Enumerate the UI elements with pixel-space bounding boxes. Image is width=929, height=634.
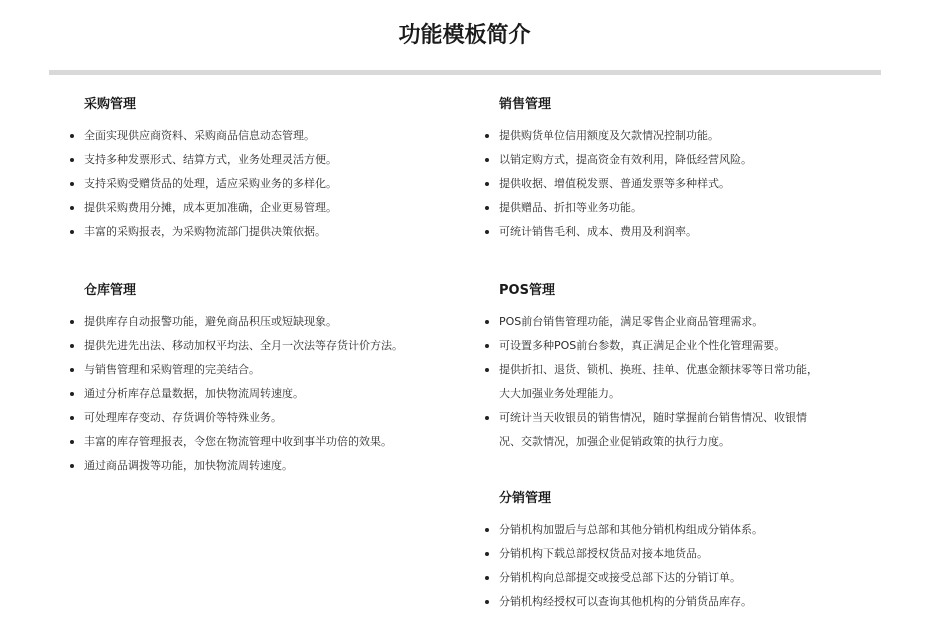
list-item: 提供收据、增值税发票、普通发票等多种样式。: [485, 172, 875, 196]
list-item-text-continued: 况、交款情况，加强企业促销政策的执行力度。: [499, 435, 730, 448]
feature-list: [70, 124, 460, 244]
page-title: 功能模板简介: [398, 23, 531, 48]
feature-list: [485, 124, 875, 244]
list-item: 提供购货单位信用额度及欠款情况控制功能。: [485, 124, 875, 148]
list-item: 通过商品调拨等功能，加快物流周转速度。: [70, 454, 460, 478]
list-item: [485, 358, 875, 406]
feature-list: [485, 310, 875, 454]
list-item: 分销机构加盟后与总部和其他分销机构组成分销体系。: [485, 518, 875, 542]
list-item-text: POS前台销售管理功能，满足零售企业商品管理需求。: [499, 315, 764, 328]
list-item: [485, 310, 875, 334]
list-item: [485, 334, 875, 358]
list-item: 提供库存自动报警功能，避免商品积压或短缺现象。: [70, 310, 460, 334]
list-item: 全面实现供应商资料、采购商品信息动态管理。: [70, 124, 460, 148]
list-item-text: 可设置多种POS前台参数，真正满足企业个性化管理需要。: [499, 339, 786, 352]
list-item: 分销机构下载总部授权货品对接本地货品。: [485, 542, 875, 566]
list-item: 可统计销售毛利、成本、费用及利润率。: [485, 220, 875, 244]
list-item: 以销定购方式，提高资金有效利用，降低经营风险。: [485, 148, 875, 172]
section-title: POS管理: [499, 283, 555, 298]
list-item: 支持采购受赠货品的处理，适应采购业务的多样化。: [70, 172, 460, 196]
title-divider: [49, 70, 881, 75]
list-item: 通过分析库存总量数据，加快物流周转速度。: [70, 382, 460, 406]
list-item: 丰富的采购报表，为采购物流部门提供决策依据。: [70, 220, 460, 244]
list-item: 支持多种发票形式、结算方式，业务处理灵活方便。: [70, 148, 460, 172]
section-title: 仓库管理: [84, 283, 137, 298]
list-item-text-continued: 大大加强业务处理能力。: [499, 387, 620, 400]
feature-list: [70, 310, 460, 478]
section-purchase: [70, 96, 460, 244]
section-title: 销售管理: [499, 97, 552, 112]
section-pos: [485, 282, 875, 454]
list-item: 分销机构向总部提交或接受总部下达的分销订单。: [485, 566, 875, 590]
list-item: 提供先进先出法、移动加权平均法、全月一次法等存货计价方法。: [70, 334, 460, 358]
section-title: 采购管理: [84, 97, 137, 112]
list-item: 可处理库存变动、存货调价等特殊业务。: [70, 406, 460, 430]
list-item: 提供赠品、折扣等业务功能。: [485, 196, 875, 220]
feature-list: [485, 518, 875, 614]
list-item: 丰富的库存管理报表，令您在物流管理中收到事半功倍的效果。: [70, 430, 460, 454]
section-distribution: [485, 490, 875, 614]
list-item: 分销机构经授权可以查询其他机构的分销货品库存。: [485, 590, 875, 614]
section-warehouse: [70, 282, 460, 478]
list-item-text: 提供折扣、退货、锁机、换班、挂单、优惠金额抹零等日常功能，: [499, 363, 818, 376]
list-item-text: 可统计当天收银员的销售情况，随时掌握前台销售情况、收银情: [499, 411, 807, 424]
list-item: 提供采购费用分摊，成本更加准确，企业更易管理。: [70, 196, 460, 220]
list-item: 与销售管理和采购管理的完美结合。: [70, 358, 460, 382]
list-item: [485, 406, 875, 454]
section-title: 分销管理: [499, 491, 552, 506]
section-sales: [485, 96, 875, 244]
